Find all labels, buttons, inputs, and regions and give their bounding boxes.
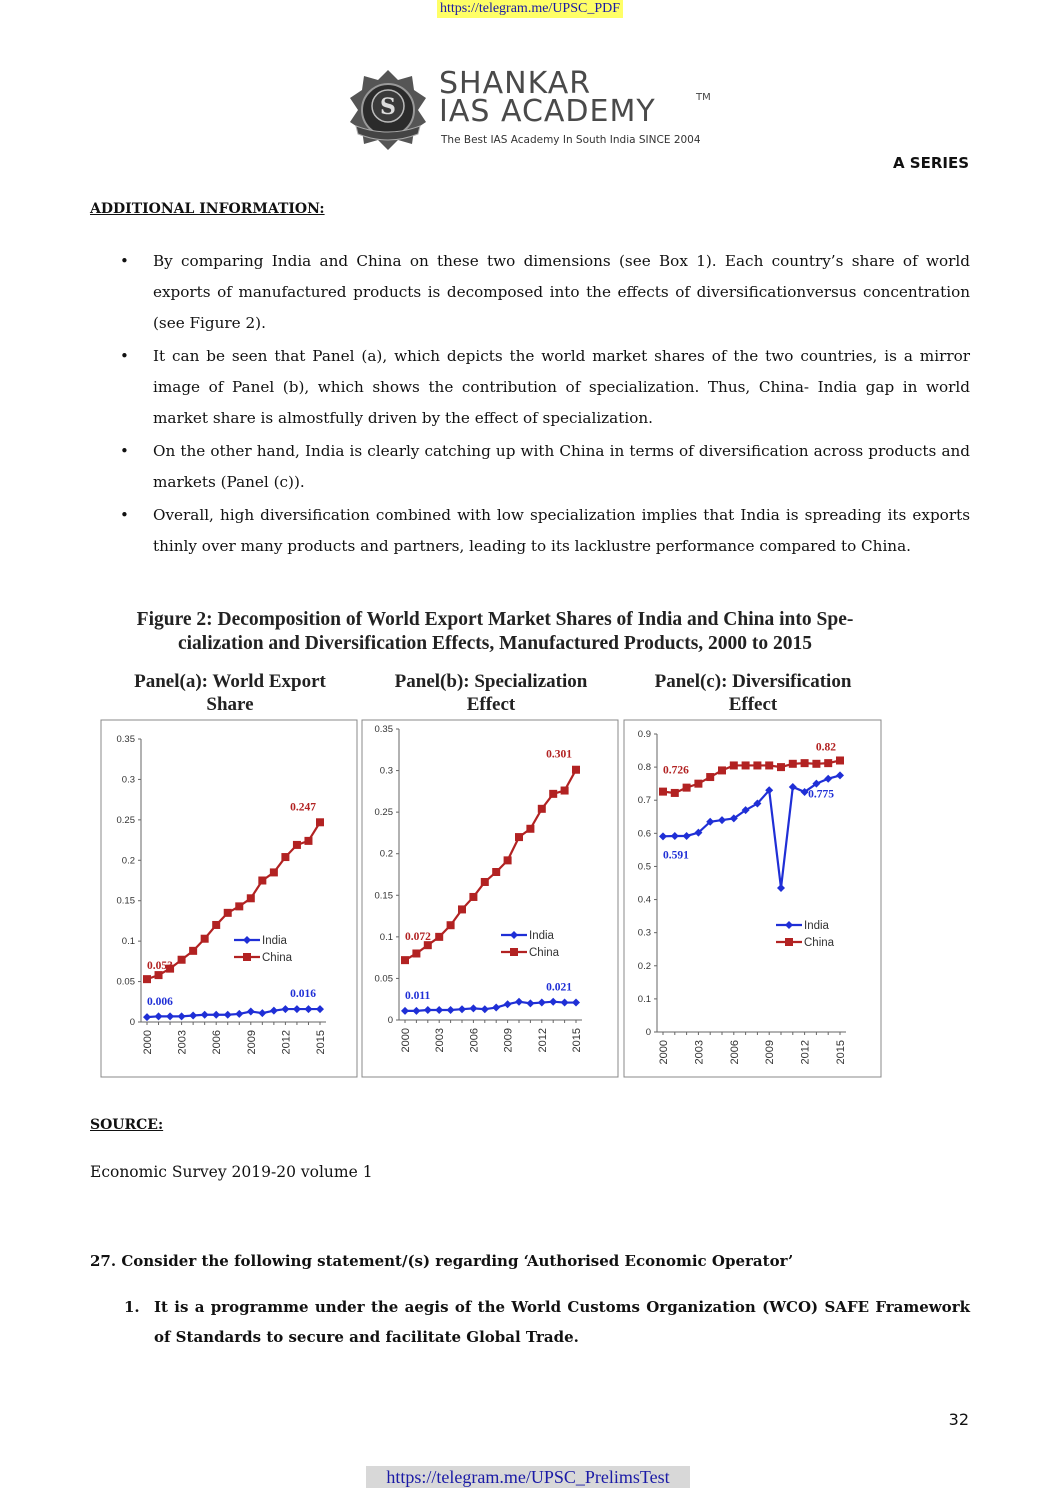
china-point [155,971,163,979]
legend-label: China [262,952,293,964]
top-telegram-link[interactable]: https://telegram.me/UPSC_PDF [437,0,623,18]
x-tick-label: 2006 [211,1030,224,1055]
academy-logo [346,68,716,152]
china-point [224,909,232,917]
y-tick-label: 0.2 [379,848,393,860]
china-point [212,921,220,929]
source-heading: SOURCE: [90,1117,164,1133]
page-number: 32 [948,1410,969,1429]
x-tick-label: 2003 [434,1028,447,1053]
y-tick-label: 0.35 [374,724,393,735]
panel-a-title-line2: Share [206,694,254,715]
china-point [178,956,186,964]
academy-emblem-icon [346,68,430,152]
x-tick-label: 2012 [536,1028,549,1053]
data-label: 0.247 [290,801,316,814]
panel-a-title-line1: Panel(a): World Export [134,671,326,692]
list-item: • It can be seen that Panel (a), which depicts the world market shares of the two countries, is a mirror image of Panel (b), which shows the contribution of specialization. Thus, China- India gap in world market share is almostfully driven by the effect of specialization. [118,341,970,434]
list-item: • By comparing India and China on these two dimensions (see Box 1). Each country’s share of world exports of manufactured products is decomposed into the effects of diversificationversus concentration (see Figure 2). [118,246,970,339]
china-point [694,780,702,788]
china-point [143,975,151,983]
panel-0-chart [101,720,357,1077]
svg-text:S: S [380,94,396,120]
y-tick-label: 0.7 [637,795,651,807]
y-tick-label: 0.9 [637,729,651,740]
panel-b-title [363,670,619,716]
panel-2-chart [624,720,881,1077]
china-point [824,759,832,767]
x-tick-label: 2000 [400,1028,412,1053]
china-point [836,756,844,764]
x-tick-label: 2009 [764,1040,777,1065]
y-tick-label: 0.25 [374,807,393,819]
question-title: 27. Consider the following statement/(s) regarding ‘Authorised Economic Operator’ [90,1252,794,1270]
x-tick-label: 2006 [468,1028,481,1053]
china-point [515,833,523,841]
china-point [526,825,534,833]
data-label: 0.82 [815,741,836,754]
panel-a-title [102,670,358,716]
data-label: 0.011 [405,989,431,1002]
china-point [777,763,785,771]
panel-c-title-line1: Panel(c): Diversification [654,671,852,692]
china-point [435,933,443,941]
china-point [492,868,500,876]
panel-b-title-line2: Effect [466,694,516,715]
additional-info-heading: ADDITIONAL INFORMATION: [90,201,325,217]
y-tick-label: 0.2 [121,855,135,867]
china-point [730,761,738,769]
china-point [316,818,324,826]
china-point [549,790,557,798]
y-tick-label: 0 [645,1027,651,1038]
x-tick-label: 2012 [799,1040,812,1065]
china-point [801,759,809,767]
china-point [481,878,489,886]
legend-label: India [529,930,554,942]
y-tick-label: 0 [129,1017,135,1028]
data-label: 0.021 [546,981,572,994]
chart-frame [101,720,357,1077]
china-point [189,947,197,955]
figure-2-charts [100,719,884,1079]
y-tick-label: 0.1 [379,931,393,943]
x-tick-label: 2000 [658,1040,670,1065]
china-point [812,760,820,768]
x-tick-label: 2015 [571,1028,583,1053]
china-point [412,949,420,957]
additional-info-list [118,246,970,564]
data-label: 0.072 [405,931,431,944]
y-tick-label: 0.4 [637,894,651,906]
figure-title-line2: cialization and Diversification Effects, Manufactured Products, 2000 to 2015 [177,633,813,654]
china-point [447,921,455,929]
y-tick-label: 0 [387,1015,393,1026]
logo-name-line2: IAS ACADEMY [439,94,656,129]
china-point [718,766,726,774]
china-point [742,761,750,769]
data-label: 0.006 [147,996,173,1009]
china-point [706,773,714,781]
legend-label: China [804,937,835,949]
series-label: A SERIES [892,154,969,172]
logo-name-line1: SHANKAR [439,66,592,101]
legend-marker [510,948,518,956]
y-tick-label: 0.3 [121,774,135,786]
x-tick-label: 2012 [280,1030,293,1055]
logo-tagline: The Best IAS Academy In South India SINCE 2004 [441,134,701,146]
bottom-telegram-link[interactable]: https://telegram.me/UPSC_PrelimsTest [366,1466,690,1488]
legend-label: China [529,947,560,959]
y-tick-label: 0.05 [374,973,393,985]
data-label: 0.053 [147,960,173,973]
x-tick-label: 2015 [835,1040,847,1065]
question-statement-1 [124,1292,970,1352]
china-point [247,894,255,902]
x-tick-label: 2003 [693,1040,706,1065]
china-point [683,784,691,792]
y-tick-label: 0.25 [116,814,135,826]
data-label: 0.591 [663,849,689,862]
china-point [469,893,477,901]
data-label: 0.726 [663,764,689,777]
y-tick-label: 0.2 [637,960,651,972]
china-point [235,902,243,910]
china-point [504,856,512,864]
y-tick-label: 0.1 [637,993,651,1005]
china-point [401,956,409,964]
legend-marker [243,953,251,961]
data-label: 0.301 [546,748,572,761]
china-point [258,877,266,885]
y-tick-label: 0.05 [116,976,135,988]
china-point [671,789,679,797]
x-tick-label: 2015 [315,1030,327,1055]
x-tick-label: 2009 [245,1030,258,1055]
china-point [293,841,301,849]
y-tick-label: 0.15 [374,890,393,902]
x-tick-label: 2003 [176,1030,189,1055]
figure-title [100,608,890,656]
panel-c-title [625,670,881,716]
y-tick-label: 0.15 [116,895,135,907]
legend-label: India [804,920,829,932]
china-point [659,788,667,796]
china-point [789,760,797,768]
panel-1-chart [362,720,618,1077]
legend-marker [785,938,793,946]
china-point [765,761,773,769]
panel-c-title-line2: Effect [728,694,778,715]
data-label: 0.775 [808,788,834,801]
y-tick-label: 0.1 [121,936,135,948]
data-label: 0.016 [290,988,316,1001]
x-tick-label: 2009 [502,1028,515,1053]
y-tick-label: 0.5 [637,861,651,873]
y-tick-label: 0.3 [637,927,651,939]
china-point [281,853,289,861]
china-point [538,805,546,813]
china-point [201,935,209,943]
china-point [572,766,580,774]
figure-title-line1: Figure 2: Decomposition of World Export Market Shares of India and China into Spe- [136,609,854,630]
y-tick-label: 0.3 [379,765,393,777]
legend-label: India [262,935,287,947]
source-text: Economic Survey 2019-20 volume 1 [90,1163,373,1181]
china-point [753,761,761,769]
x-tick-label: 2006 [728,1040,741,1065]
y-tick-label: 0.35 [116,734,135,745]
statement-text: It is a programme under the aegis of the World Customs Organization (WCO) SAFE Framework of Standards to secure and facilitate Global Trade. [154,1298,970,1346]
china-point [270,868,278,876]
china-point [304,837,312,845]
list-item: • On the other hand, India is clearly catching up with China in terms of diversification across products and markets (Panel (c)). [118,436,970,498]
china-point [561,787,569,795]
x-tick-label: 2000 [142,1030,154,1055]
statement-number: 1. [124,1298,140,1316]
logo-trademark: TM [696,92,711,103]
china-point [458,905,466,913]
panel-b-title-line1: Panel(b): Specialization [394,671,588,692]
y-tick-label: 0.8 [637,762,651,774]
list-item: • Overall, high diversification combined with low specialization implies that India is spreading its exports thinly over many products and partners, leading to its lacklustre performance compared to China. [118,500,970,562]
y-tick-label: 0.6 [637,828,651,840]
